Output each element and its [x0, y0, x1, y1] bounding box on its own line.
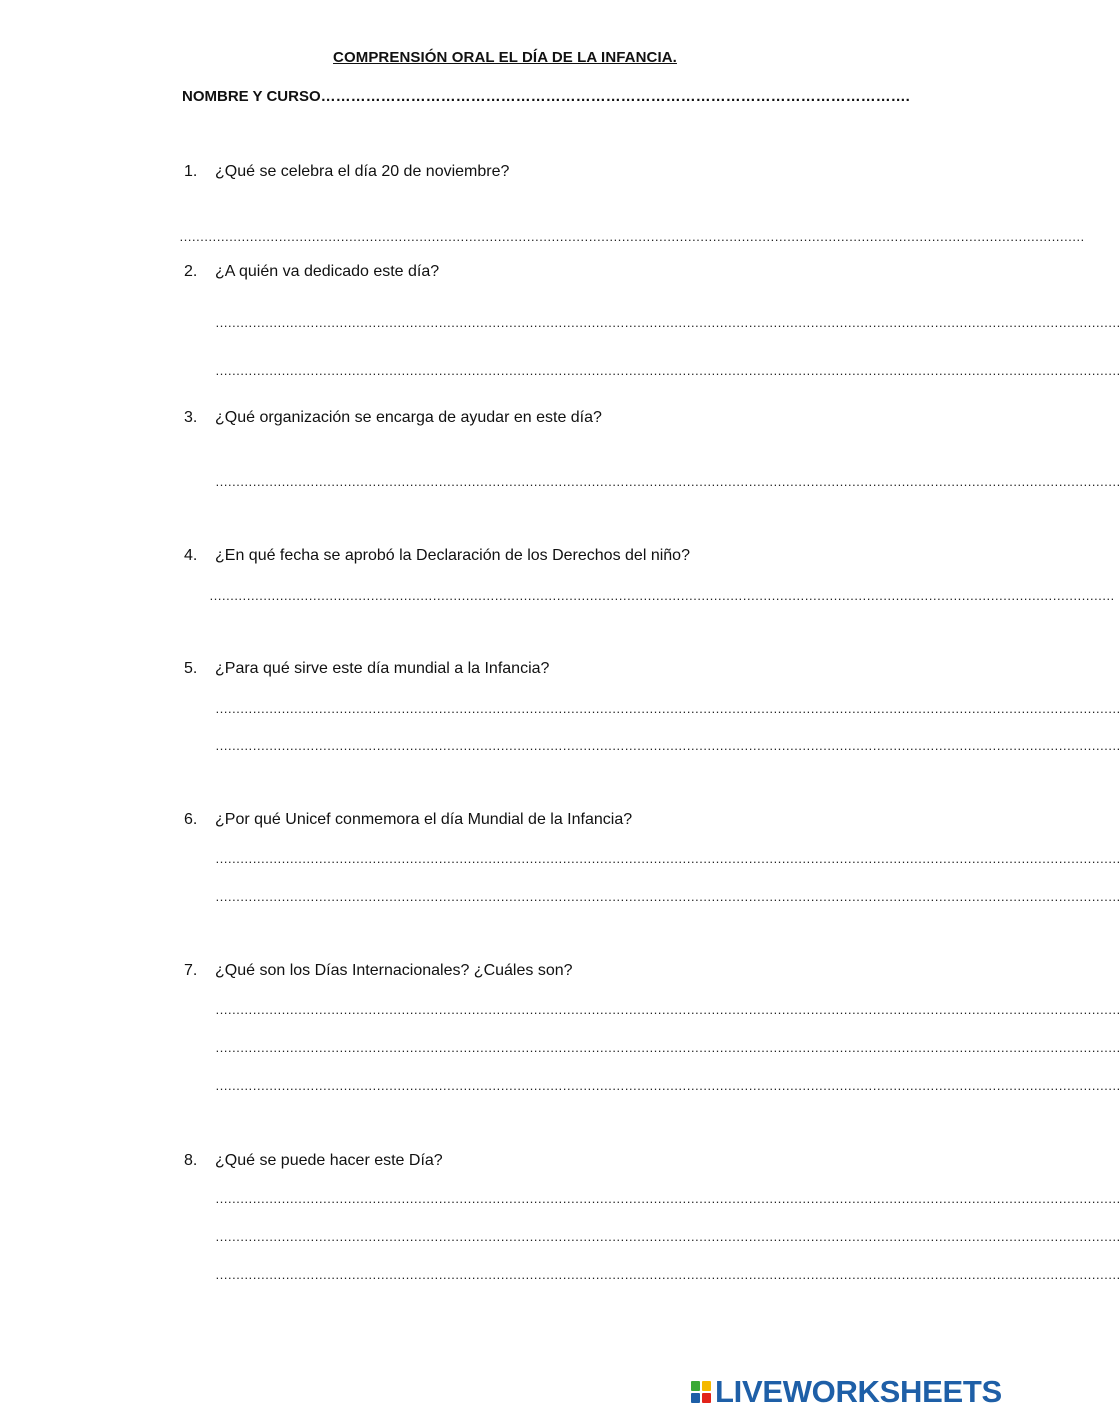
answer-line[interactable]: ………………………………………………………………………………………………………………………………………………………………………………………………… [215, 1267, 1120, 1282]
question-text: ¿Qué se puede hacer este Día? [215, 1152, 443, 1169]
answer-line[interactable]: ………………………………………………………………………………………………………………………………………………………………………………………………… [209, 588, 1115, 603]
worksheet-title: COMPRENSIÓN ORAL EL DÍA DE LA INFANCIA. [333, 49, 677, 66]
liveworksheets-brand: LIVEWORKSHEETS [715, 1374, 1002, 1409]
answer-line[interactable]: ………………………………………………………………………………………………………………………………………………………………………………………………… [215, 1229, 1120, 1244]
question-text: ¿Para qué sirve este día mundial a la Infancia? [215, 660, 550, 677]
answer-line[interactable]: ………………………………………………………………………………………………………………………………………………………………………………………………… [215, 1040, 1120, 1055]
name-label: NOMBRE Y CURSO [182, 88, 321, 105]
answer-line[interactable]: ………………………………………………………………………………………………………………………………………………………………………………………………… [215, 474, 1120, 489]
liveworksheets-logo-icon [691, 1381, 711, 1403]
name-field[interactable]: ………………………………………………………………………………………………………. [320, 88, 910, 105]
question-8 [181, 1152, 443, 1170]
question-number: 1. [184, 163, 198, 180]
answer-line[interactable]: ………………………………………………………………………………………………………………………………………………………………………………………………… [215, 1002, 1120, 1017]
answer-line[interactable]: ………………………………………………………………………………………………………………………………………………………………………………………………… [215, 738, 1120, 753]
question-number: 3. [184, 409, 198, 426]
answer-line[interactable]: ………………………………………………………………………………………………………………………………………………………………………………………………… [215, 315, 1120, 330]
answer-line[interactable]: ………………………………………………………………………………………………………………………………………………………………………………………………… [215, 889, 1120, 904]
answer-line[interactable]: ………………………………………………………………………………………………………………………………………………………………………………………………… [215, 701, 1120, 716]
question-number: 8. [184, 1152, 198, 1169]
question-2 [181, 263, 439, 281]
question-text: ¿Qué organización se encarga de ayudar en este día? [215, 409, 602, 426]
question-text: ¿Qué son los Días Internacionales? ¿Cuáles son? [215, 962, 573, 979]
question-number: 6. [184, 811, 198, 828]
answer-line[interactable]: ………………………………………………………………………………………………………………………………………………………………………………………………… [179, 229, 1085, 244]
answer-line[interactable]: ………………………………………………………………………………………………………………………………………………………………………………………………… [215, 363, 1120, 378]
question-number: 7. [184, 962, 198, 979]
question-number: 4. [184, 547, 198, 564]
answer-line[interactable]: ………………………………………………………………………………………………………………………………………………………………………………………………… [215, 1191, 1120, 1206]
question-3 [181, 409, 602, 427]
liveworksheets-logo [691, 1374, 1002, 1410]
question-text: ¿A quién va dedicado este día? [215, 263, 440, 280]
question-text: ¿Qué se celebra el día 20 de noviembre? [215, 163, 510, 180]
question-6 [181, 811, 632, 829]
name-course-line [182, 88, 910, 105]
question-5 [181, 660, 549, 678]
answer-line[interactable]: ………………………………………………………………………………………………………………………………………………………………………………………………… [215, 851, 1120, 866]
question-number: 2. [184, 263, 198, 280]
question-1 [181, 163, 509, 181]
question-7 [181, 962, 573, 980]
question-text: ¿En qué fecha se aprobó la Declaración de los Derechos del niño? [215, 547, 690, 564]
question-text: ¿Por qué Unicef conmemora el día Mundial de la Infancia? [215, 811, 633, 828]
answer-line[interactable]: ………………………………………………………………………………………………………………………………………………………………………………………………… [215, 1078, 1120, 1093]
question-number: 5. [184, 660, 198, 677]
question-4 [181, 547, 690, 565]
